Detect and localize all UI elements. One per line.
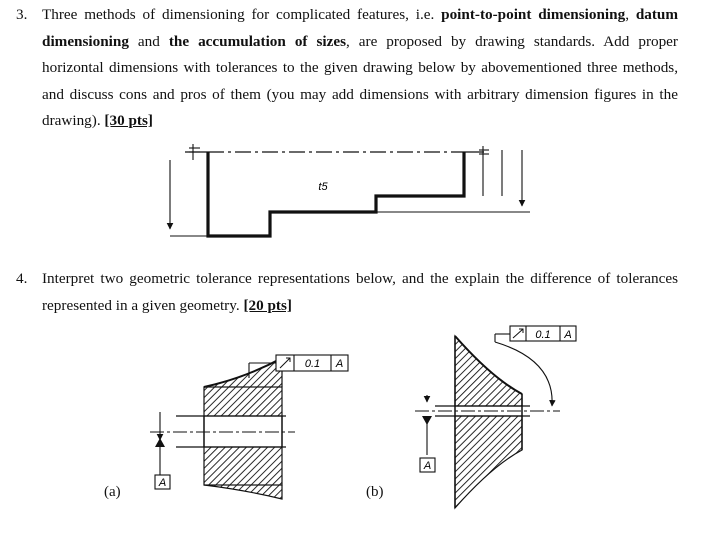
term-accumulation: the accumulation of sizes [168,32,346,50]
question-4-points: [20 pts] [243,296,292,314]
question-3-text-2: , [625,6,636,23]
figure-b-datum-ref: A [564,329,572,341]
figure-b-drawing [415,326,576,508]
figure-a-caption: (a) [104,484,121,500]
question-3-text-3: and [128,32,169,50]
plate-outline [185,152,484,236]
term-datum-dimensioning: datum dimensioning [42,6,679,50]
question-4-body: Interpret two geometric tolerance representations below, and the explain the difference of tolerances represented in a given geometry. [42,270,678,314]
figure-a-tolerance: 0.1 [304,358,321,370]
figure-a-drawing [150,355,348,499]
term-point-to-point: point-to-point dimensioning [441,6,626,23]
figure-b-tolerance: 0.1 [535,329,551,341]
question-3-text-4: , are proposed by drawing standards. Add proper horizontal dimensions with tolerances to the given drawing below by abovementioned three methods, and discuss cons and pros of them (you may add dimensions with arbitrary dimension figures in the drawing). [42,32,678,129]
figure-a-datum-ref: A [335,358,344,370]
question-3-points: [30 pts] [104,112,153,129]
question-4-number: 4. [16,270,28,287]
figure-b-caption: (b) [366,484,384,500]
dimension-lines [170,144,530,236]
figure-a-datum-label: A [158,477,167,489]
question-3-number: 3. [16,6,28,23]
question-3-text-1: Three methods of dimensioning for complicated features, i.e. [42,6,442,23]
figure-b-datum-label: A [423,460,432,472]
thickness-label: t5 [318,181,328,193]
